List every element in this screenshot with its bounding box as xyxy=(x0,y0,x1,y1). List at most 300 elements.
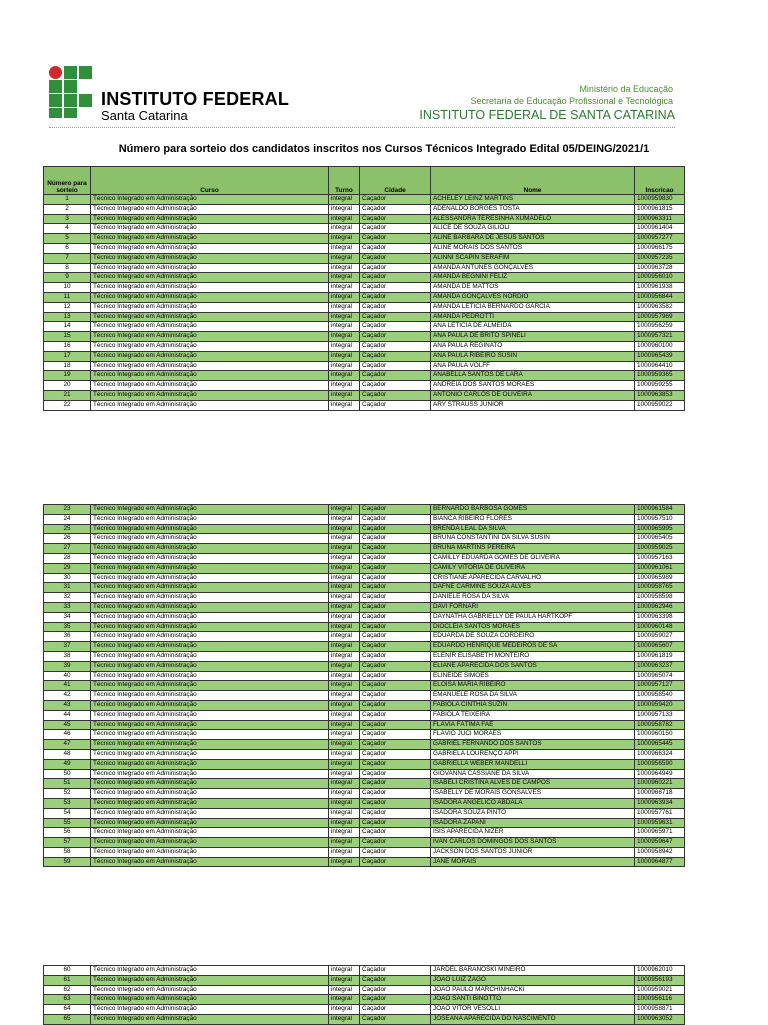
cell-inscricao: 1000957163 xyxy=(635,553,685,563)
cell-numero: 41 xyxy=(44,681,91,691)
cell-inscricao: 1000963934 xyxy=(635,798,685,808)
cell-turno: integral xyxy=(329,593,360,603)
cell-turno: integral xyxy=(329,312,360,322)
cell-curso: Técnico Integrado em Administração xyxy=(91,214,329,224)
table-row xyxy=(44,642,685,652)
cell-inscricao: 1000966175 xyxy=(635,243,685,253)
cell-inscricao: 1000959631 xyxy=(635,818,685,828)
cell-cidade: Caçador xyxy=(360,234,431,244)
cell-turno: integral xyxy=(329,798,360,808)
cell-turno: integral xyxy=(329,573,360,583)
cell-cidade: Caçador xyxy=(360,341,431,351)
cell-numero: 20 xyxy=(44,381,91,391)
cell-nome: EDUARDO HENRIQUE MEDEIROS DE SÁ xyxy=(431,642,635,652)
cell-turno: integral xyxy=(329,332,360,342)
cell-turno: integral xyxy=(329,195,360,205)
cell-nome: DAYNATHA GABRIELLY DE PAULA HARTKOPF xyxy=(431,612,635,622)
cell-nome: ANA PAULA RIBEIRO SUSIN xyxy=(431,351,635,361)
ministry-label: Ministério da Educação xyxy=(579,84,673,94)
cell-inscricao: 1000959021 xyxy=(635,985,685,995)
cell-nome: JOAO SANTI BINOTTO xyxy=(431,995,635,1005)
cell-inscricao: 1000965445 xyxy=(635,740,685,750)
col-header-inscricao: Inscricao xyxy=(635,167,685,195)
cell-inscricao: 1000956116 xyxy=(635,995,685,1005)
cell-numero: 28 xyxy=(44,553,91,563)
cell-numero: 65 xyxy=(44,1014,91,1024)
cell-turno: integral xyxy=(329,651,360,661)
col-header-curso: Curso xyxy=(91,167,329,195)
cell-numero: 22 xyxy=(44,400,91,410)
cell-nome: ALINNI SCAPIN SERAFIM xyxy=(431,253,635,263)
table-row xyxy=(44,1014,685,1024)
cell-cidade: Caçador xyxy=(360,1014,431,1024)
cell-inscricao: 1000960100 xyxy=(635,341,685,351)
cell-turno: integral xyxy=(329,583,360,593)
table-row xyxy=(44,341,685,351)
cell-numero: 43 xyxy=(44,700,91,710)
cell-cidade: Caçador xyxy=(360,975,431,985)
table-row xyxy=(44,573,685,583)
cell-nome: FLÁVIA FÁTIMA FAÉ xyxy=(431,720,635,730)
cell-turno: integral xyxy=(329,749,360,759)
cell-curso: Técnico Integrado em Administração xyxy=(91,283,329,293)
cell-curso: Técnico Integrado em Administração xyxy=(91,400,329,410)
cell-curso: Técnico Integrado em Administração xyxy=(91,985,329,995)
cell-cidade: Caçador xyxy=(360,789,431,799)
cell-numero: 8 xyxy=(44,263,91,273)
table-row xyxy=(44,224,685,234)
cell-nome: DIOCLEIA SANTOS MORAES xyxy=(431,622,635,632)
cell-turno: integral xyxy=(329,400,360,410)
cell-numero: 44 xyxy=(44,710,91,720)
table-row xyxy=(44,204,685,214)
table-row xyxy=(44,857,685,867)
cell-inscricao: 1000957510 xyxy=(635,514,685,524)
cell-nome: AMANDA ANTUNES GONÇALVES xyxy=(431,263,635,273)
cell-turno: integral xyxy=(329,302,360,312)
cell-nome: FABIOLA CINTHIA SUZIN xyxy=(431,700,635,710)
cell-nome: FABIOLA TEIXEIRA xyxy=(431,710,635,720)
cell-curso: Técnico Integrado em Administração xyxy=(91,828,329,838)
cell-turno: integral xyxy=(329,759,360,769)
cell-cidade: Caçador xyxy=(360,400,431,410)
cell-cidade: Caçador xyxy=(360,966,431,976)
cell-numero: 24 xyxy=(44,514,91,524)
cell-nome: BRUNA MARTINS PEREIRA xyxy=(431,544,635,554)
table-row xyxy=(44,622,685,632)
cell-numero: 46 xyxy=(44,730,91,740)
cell-numero: 64 xyxy=(44,1005,91,1015)
table-row xyxy=(44,651,685,661)
cell-numero: 60 xyxy=(44,966,91,976)
cell-cidade: Caçador xyxy=(360,524,431,534)
cell-curso: Técnico Integrado em Administração xyxy=(91,505,329,515)
cell-inscricao: 1000959420 xyxy=(635,700,685,710)
cell-inscricao: 1000957969 xyxy=(635,312,685,322)
table-row xyxy=(44,234,685,244)
cell-nome: DANIELE ROSA DA SILVA xyxy=(431,593,635,603)
cell-numero: 37 xyxy=(44,642,91,652)
cell-inscricao: 1000961061 xyxy=(635,563,685,573)
cell-inscricao: 1000963728 xyxy=(635,263,685,273)
cell-cidade: Caçador xyxy=(360,740,431,750)
table-row xyxy=(44,390,685,400)
cell-inscricao: 1000965989 xyxy=(635,573,685,583)
cell-turno: integral xyxy=(329,681,360,691)
cell-nome: FLÁVIO JUCI MORAES xyxy=(431,730,635,740)
cell-turno: integral xyxy=(329,671,360,681)
cell-cidade: Caçador xyxy=(360,322,431,332)
cell-numero: 30 xyxy=(44,573,91,583)
cell-inscricao: 1000966324 xyxy=(635,749,685,759)
table-row xyxy=(44,593,685,603)
cell-cidade: Caçador xyxy=(360,253,431,263)
cell-curso: Técnico Integrado em Administração xyxy=(91,243,329,253)
cell-nome: ANA PAULA VOLFF xyxy=(431,361,635,371)
table-row xyxy=(44,505,685,515)
cell-turno: integral xyxy=(329,828,360,838)
cell-turno: integral xyxy=(329,273,360,283)
cell-nome: ARY STRAUSS JUNIOR xyxy=(431,400,635,410)
cell-nome: ELIANE APARECIDA DOS SANTOS xyxy=(431,661,635,671)
cell-curso: Técnico Integrado em Administração xyxy=(91,351,329,361)
cell-curso: Técnico Integrado em Administração xyxy=(91,273,329,283)
cell-numero: 61 xyxy=(44,975,91,985)
cell-inscricao: 1000961815 xyxy=(635,204,685,214)
cell-turno: integral xyxy=(329,505,360,515)
table-row xyxy=(44,534,685,544)
cell-cidade: Caçador xyxy=(360,553,431,563)
cell-nome: CRISTIANE APARECIDA CARVALHO xyxy=(431,573,635,583)
col-header-cidade: Cidade xyxy=(360,167,431,195)
cell-curso: Técnico Integrado em Administração xyxy=(91,847,329,857)
cell-nome: AMANDA GONÇALVES NORDIO xyxy=(431,292,635,302)
cell-turno: integral xyxy=(329,204,360,214)
table-row xyxy=(44,322,685,332)
cell-numero: 52 xyxy=(44,789,91,799)
table-row xyxy=(44,966,685,976)
table-row xyxy=(44,720,685,730)
cell-numero: 9 xyxy=(44,273,91,283)
cell-inscricao: 1000958598 xyxy=(635,593,685,603)
cell-nome: ANABELLA SANTOS DE LARA xyxy=(431,371,635,381)
cell-inscricao: 1000958540 xyxy=(635,691,685,701)
table-row xyxy=(44,759,685,769)
cell-nome: EDUARDA DE SOUZA CORDEIRO xyxy=(431,632,635,642)
cell-nome: JOSEANA APARECIDA DO NASCIMENTO xyxy=(431,1014,635,1024)
cell-numero: 63 xyxy=(44,995,91,1005)
cell-curso: Técnico Integrado em Administração xyxy=(91,622,329,632)
cell-inscricao: 1000960221 xyxy=(635,779,685,789)
cell-numero: 18 xyxy=(44,361,91,371)
cell-cidade: Caçador xyxy=(360,730,431,740)
cell-inscricao: 1000958782 xyxy=(635,720,685,730)
cell-inscricao: 1000961404 xyxy=(635,224,685,234)
cell-inscricao: 1000964949 xyxy=(635,769,685,779)
cell-cidade: Caçador xyxy=(360,534,431,544)
cell-cidade: Caçador xyxy=(360,351,431,361)
cell-turno: integral xyxy=(329,857,360,867)
cell-nome: EMANUELE ROSA DA SILVA xyxy=(431,691,635,701)
cell-turno: integral xyxy=(329,292,360,302)
cell-curso: Técnico Integrado em Administração xyxy=(91,583,329,593)
cell-curso: Técnico Integrado em Administração xyxy=(91,371,329,381)
cell-turno: integral xyxy=(329,642,360,652)
cell-inscricao: 1000956590 xyxy=(635,759,685,769)
cell-turno: integral xyxy=(329,253,360,263)
cell-cidade: Caçador xyxy=(360,710,431,720)
table-row xyxy=(44,371,685,381)
cell-turno: integral xyxy=(329,514,360,524)
col-header-numero: Número para sorteio xyxy=(44,167,91,195)
table-row xyxy=(44,612,685,622)
cell-nome: ISABELI CRISTINA ALVES DE CAMPOS xyxy=(431,779,635,789)
table-row xyxy=(44,779,685,789)
cell-nome: ADENALDO BORGES TOSTA xyxy=(431,204,635,214)
cell-cidade: Caçador xyxy=(360,602,431,612)
cell-curso: Técnico Integrado em Administração xyxy=(91,642,329,652)
cell-cidade: Caçador xyxy=(360,720,431,730)
if-logo-icon xyxy=(49,66,93,120)
cell-numero: 47 xyxy=(44,740,91,750)
cell-inscricao: 1000963582 xyxy=(635,302,685,312)
cell-numero: 11 xyxy=(44,292,91,302)
cell-cidade: Caçador xyxy=(360,381,431,391)
cell-turno: integral xyxy=(329,524,360,534)
cell-curso: Técnico Integrado em Administração xyxy=(91,361,329,371)
cell-inscricao: 1000958871 xyxy=(635,1005,685,1015)
cell-curso: Técnico Integrado em Administração xyxy=(91,808,329,818)
cell-nome: ELENIR ELISABETH MONTEIRO xyxy=(431,651,635,661)
cell-turno: integral xyxy=(329,214,360,224)
table-row xyxy=(44,700,685,710)
cell-curso: Técnico Integrado em Administração xyxy=(91,612,329,622)
cell-turno: integral xyxy=(329,283,360,293)
table-row xyxy=(44,292,685,302)
cell-nome: IVAN CARLOS DOMINGOS DOS SANTOS xyxy=(431,838,635,848)
cell-curso: Técnico Integrado em Administração xyxy=(91,632,329,642)
cell-nome: BERNARDO BARBOSA GOMES xyxy=(431,505,635,515)
cell-turno: integral xyxy=(329,769,360,779)
cell-curso: Técnico Integrado em Administração xyxy=(91,995,329,1005)
cell-cidade: Caçador xyxy=(360,857,431,867)
cell-nome: JANE MORAIS xyxy=(431,857,635,867)
cell-nome: CAMILLY EDUARDA GOMES DE OLIVEIRA xyxy=(431,553,635,563)
cell-inscricao: 1000965439 xyxy=(635,351,685,361)
cell-turno: integral xyxy=(329,243,360,253)
cell-cidade: Caçador xyxy=(360,505,431,515)
table-row xyxy=(44,671,685,681)
cell-nome: DAVI FORNARI xyxy=(431,602,635,612)
cell-nome: ISADORA ANGELICO ABDALA xyxy=(431,798,635,808)
cell-numero: 42 xyxy=(44,691,91,701)
cell-curso: Técnico Integrado em Administração xyxy=(91,302,329,312)
cell-numero: 4 xyxy=(44,224,91,234)
cell-curso: Técnico Integrado em Administração xyxy=(91,681,329,691)
cell-turno: integral xyxy=(329,622,360,632)
cell-curso: Técnico Integrado em Administração xyxy=(91,700,329,710)
cell-numero: 36 xyxy=(44,632,91,642)
cell-nome: ANTONIO CARLOS DE OLIVEIRA xyxy=(431,390,635,400)
cell-cidade: Caçador xyxy=(360,361,431,371)
cell-turno: integral xyxy=(329,720,360,730)
cell-turno: integral xyxy=(329,740,360,750)
cell-cidade: Caçador xyxy=(360,681,431,691)
cell-cidade: Caçador xyxy=(360,371,431,381)
cell-cidade: Caçador xyxy=(360,798,431,808)
cell-numero: 10 xyxy=(44,283,91,293)
cell-curso: Técnico Integrado em Administração xyxy=(91,332,329,342)
cell-turno: integral xyxy=(329,710,360,720)
logo-red-dot xyxy=(49,66,62,79)
cell-turno: integral xyxy=(329,1014,360,1024)
cell-nome: ALESSANDRA TERESINHA XUMADELO xyxy=(431,214,635,224)
cell-curso: Técnico Integrado em Administração xyxy=(91,381,329,391)
cell-turno: integral xyxy=(329,534,360,544)
table-row xyxy=(44,769,685,779)
cell-curso: Técnico Integrado em Administração xyxy=(91,234,329,244)
cell-curso: Técnico Integrado em Administração xyxy=(91,975,329,985)
cell-nome: ISIS APARECIDA NIZER xyxy=(431,828,635,838)
cell-turno: integral xyxy=(329,263,360,273)
cell-curso: Técnico Integrado em Administração xyxy=(91,553,329,563)
cell-inscricao: 1000956844 xyxy=(635,292,685,302)
cell-cidade: Caçador xyxy=(360,273,431,283)
secretariat-label: Secretaria de Educação Profissional e Tecnológica xyxy=(470,96,673,106)
institute-full-name: INSTITUTO FEDERAL DE SANTA CATARINA xyxy=(419,108,675,122)
cell-curso: Técnico Integrado em Administração xyxy=(91,1005,329,1015)
table-row xyxy=(44,563,685,573)
cell-turno: integral xyxy=(329,371,360,381)
table-row xyxy=(44,381,685,391)
cell-curso: Técnico Integrado em Administração xyxy=(91,789,329,799)
cell-turno: integral xyxy=(329,544,360,554)
table-row xyxy=(44,214,685,224)
cell-curso: Técnico Integrado em Administração xyxy=(91,671,329,681)
cell-curso: Técnico Integrado em Administração xyxy=(91,798,329,808)
cell-nome: GABRIELA LOURENÇO APPI xyxy=(431,749,635,759)
cell-numero: 53 xyxy=(44,798,91,808)
cell-inscricao: 1000965074 xyxy=(635,671,685,681)
cell-curso: Técnico Integrado em Administração xyxy=(91,390,329,400)
cell-nome: JARDEL BARANOSKI MINEIRO xyxy=(431,966,635,976)
cell-numero: 50 xyxy=(44,769,91,779)
cell-curso: Técnico Integrado em Administração xyxy=(91,593,329,603)
cell-cidade: Caçador xyxy=(360,612,431,622)
cell-cidade: Caçador xyxy=(360,651,431,661)
cell-inscricao: 1000963853 xyxy=(635,390,685,400)
cell-inscricao: 1000956259 xyxy=(635,322,685,332)
cell-cidade: Caçador xyxy=(360,224,431,234)
cell-cidade: Caçador xyxy=(360,985,431,995)
cell-inscricao: 1000964877 xyxy=(635,857,685,867)
cell-cidade: Caçador xyxy=(360,263,431,273)
cell-numero: 38 xyxy=(44,651,91,661)
cell-cidade: Caçador xyxy=(360,1005,431,1015)
cell-curso: Técnico Integrado em Administração xyxy=(91,769,329,779)
cell-numero: 45 xyxy=(44,720,91,730)
cell-nome: BIANCA RIBEIRO FLORES xyxy=(431,514,635,524)
cell-inscricao: 1000963052 xyxy=(635,1014,685,1024)
cell-nome: AMANDA PEDROTTI xyxy=(431,312,635,322)
table-row xyxy=(44,583,685,593)
table-row xyxy=(44,332,685,342)
cell-curso: Técnico Integrado em Administração xyxy=(91,263,329,273)
cell-numero: 14 xyxy=(44,322,91,332)
cell-nome: ANA LETICIA DE ALMEIDA xyxy=(431,322,635,332)
cell-turno: integral xyxy=(329,361,360,371)
cell-nome: JOAO LUIZ ZAGO xyxy=(431,975,635,985)
cell-nome: ACHELEY LEINZ MARTINS xyxy=(431,195,635,205)
cell-nome: BRUNA CONSTANTINI DA SILVA SUSIN xyxy=(431,534,635,544)
table-row xyxy=(44,818,685,828)
cell-cidade: Caçador xyxy=(360,593,431,603)
cell-cidade: Caçador xyxy=(360,847,431,857)
cell-turno: integral xyxy=(329,351,360,361)
cell-turno: integral xyxy=(329,632,360,642)
cell-curso: Técnico Integrado em Administração xyxy=(91,661,329,671)
table-row xyxy=(44,808,685,818)
cell-cidade: Caçador xyxy=(360,818,431,828)
cell-cidade: Caçador xyxy=(360,243,431,253)
cell-turno: integral xyxy=(329,779,360,789)
cell-cidade: Caçador xyxy=(360,292,431,302)
candidates-table-page-2 xyxy=(43,504,685,867)
cell-curso: Técnico Integrado em Administração xyxy=(91,514,329,524)
cell-inscricao: 1000961819 xyxy=(635,651,685,661)
cell-cidade: Caçador xyxy=(360,632,431,642)
cell-numero: 12 xyxy=(44,302,91,312)
cell-cidade: Caçador xyxy=(360,390,431,400)
cell-numero: 27 xyxy=(44,544,91,554)
cell-numero: 57 xyxy=(44,838,91,848)
cell-inscricao: 1000957321 xyxy=(635,332,685,342)
cell-numero: 23 xyxy=(44,505,91,515)
cell-curso: Técnico Integrado em Administração xyxy=(91,749,329,759)
cell-curso: Técnico Integrado em Administração xyxy=(91,759,329,769)
cell-cidade: Caçador xyxy=(360,808,431,818)
cell-nome: AMANDA BEGNINI FELIZ xyxy=(431,273,635,283)
cell-cidade: Caçador xyxy=(360,661,431,671)
cell-numero: 6 xyxy=(44,243,91,253)
cell-numero: 17 xyxy=(44,351,91,361)
cell-nome: ANA PAULA DE BRITO SPINELI xyxy=(431,332,635,342)
cell-inscricao: 1000965971 xyxy=(635,828,685,838)
table-row xyxy=(44,798,685,808)
cell-inscricao: 1000964410 xyxy=(635,361,685,371)
cell-numero: 1 xyxy=(44,195,91,205)
cell-numero: 26 xyxy=(44,534,91,544)
cell-nome: GABRIEL FERNANDO DOS SANTOS xyxy=(431,740,635,750)
cell-cidade: Caçador xyxy=(360,622,431,632)
cell-curso: Técnico Integrado em Administração xyxy=(91,292,329,302)
table-row xyxy=(44,514,685,524)
cell-curso: Técnico Integrado em Administração xyxy=(91,563,329,573)
table-row xyxy=(44,553,685,563)
cell-cidade: Caçador xyxy=(360,544,431,554)
cell-turno: integral xyxy=(329,691,360,701)
cell-nome: BRENDA LEAL DA SILVA xyxy=(431,524,635,534)
cell-numero: 31 xyxy=(44,583,91,593)
cell-numero: 51 xyxy=(44,779,91,789)
cell-cidade: Caçador xyxy=(360,671,431,681)
cell-cidade: Caçador xyxy=(360,691,431,701)
table-row xyxy=(44,985,685,995)
table-row xyxy=(44,400,685,410)
cell-curso: Técnico Integrado em Administração xyxy=(91,1014,329,1024)
cell-inscricao: 1000957277 xyxy=(635,234,685,244)
cell-numero: 54 xyxy=(44,808,91,818)
